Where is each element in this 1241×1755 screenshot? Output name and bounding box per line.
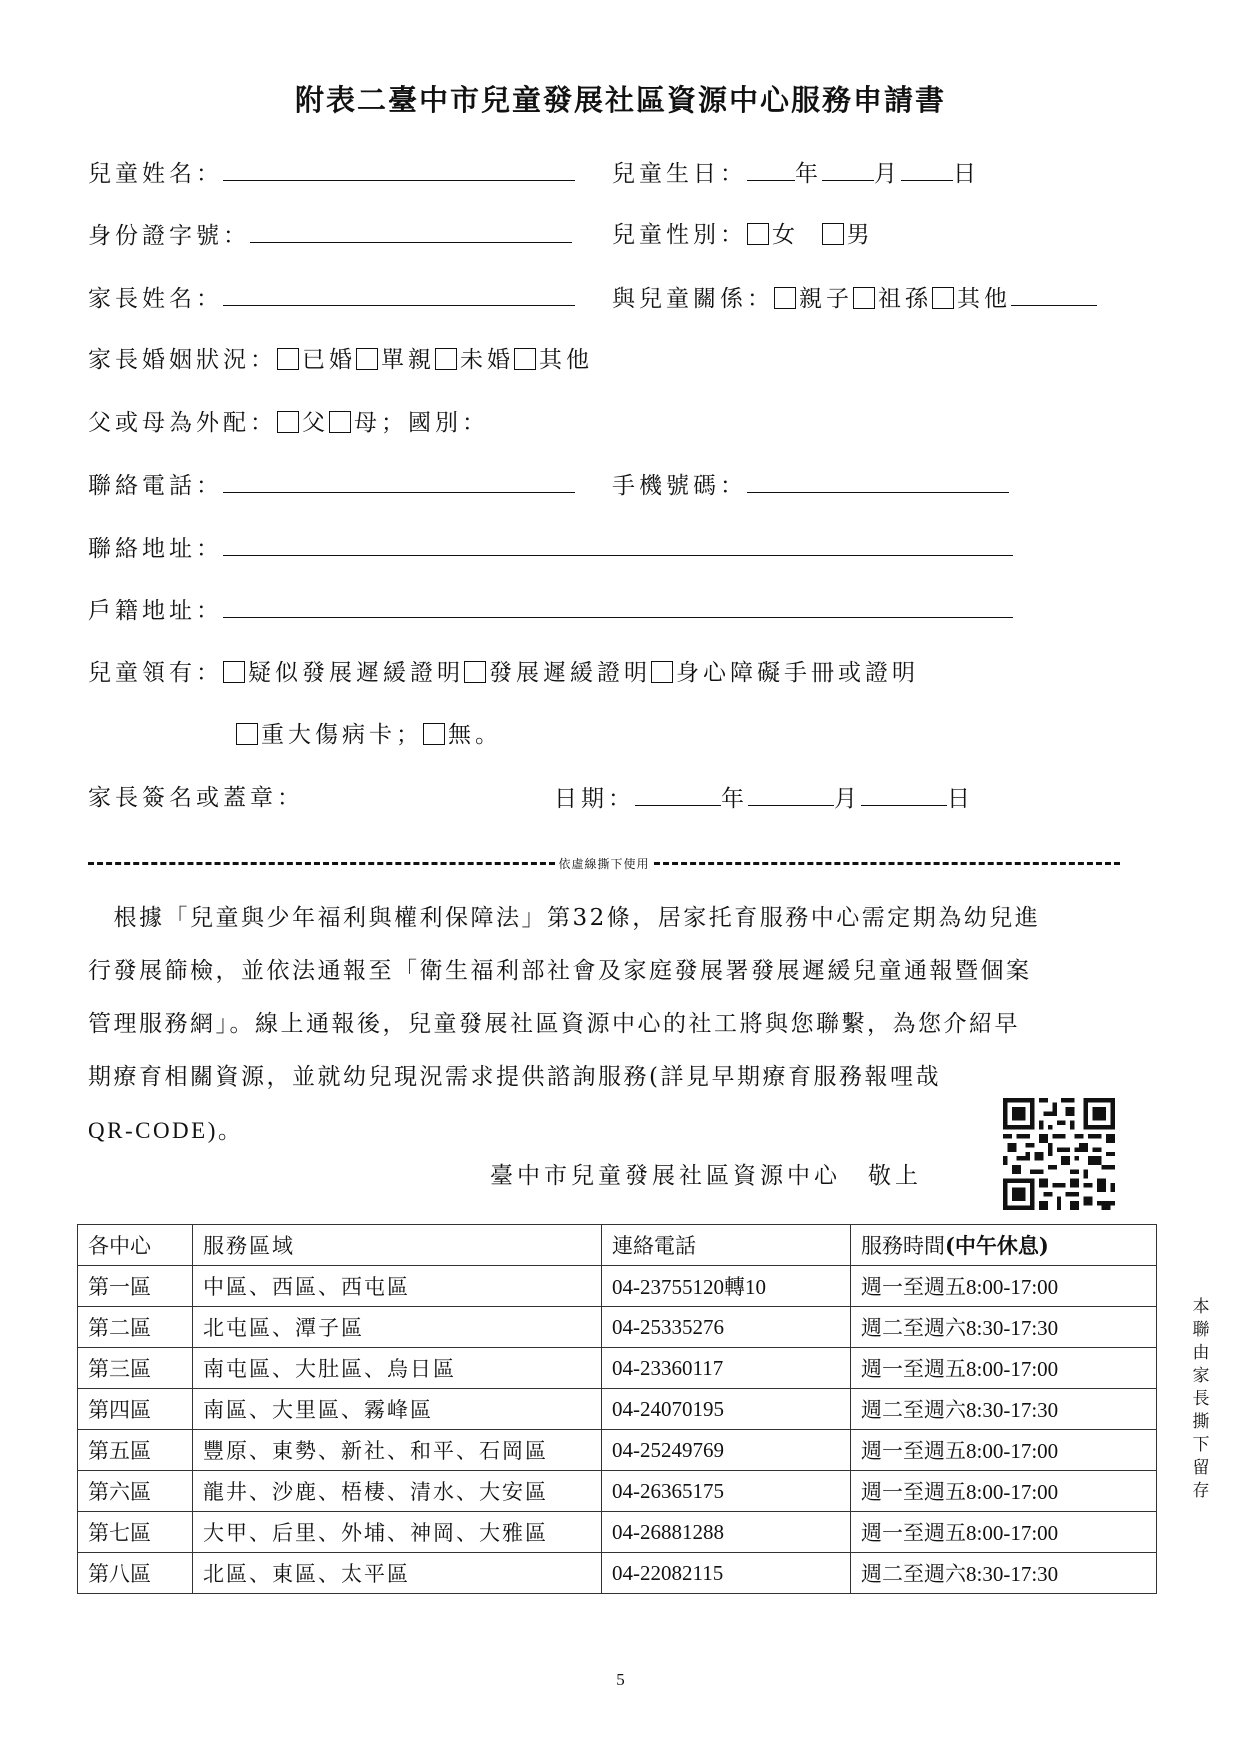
id-number-row — [88, 220, 572, 251]
date-label: 日期： — [554, 786, 635, 812]
unmarried-label: 未婚 — [460, 347, 514, 373]
hours-cell: 週一至週五8:00-17:00 — [851, 1471, 1157, 1512]
page-title: 附表二臺中市兒童發展社區資源中心服務申請書 — [294, 83, 946, 117]
birth-year-field[interactable] — [747, 158, 795, 181]
date-year-field[interactable] — [635, 783, 721, 806]
hours-cell: 週一至週五8:00-17:00 — [851, 1266, 1157, 1307]
address-field[interactable] — [223, 533, 1013, 556]
year-label: 年 — [795, 161, 822, 187]
female-label: 女 — [772, 222, 799, 248]
phone-cell: 04-23360117 — [602, 1348, 851, 1389]
male-checkbox[interactable] — [822, 223, 844, 245]
hours-cell: 週一至週五8:00-17:00 — [851, 1430, 1157, 1471]
unmarried-checkbox[interactable] — [435, 348, 457, 370]
disability-checkbox[interactable] — [651, 661, 673, 683]
child-name-row — [88, 158, 575, 189]
date-day-label: 日 — [947, 786, 974, 812]
relation-other-field[interactable] — [1011, 283, 1097, 306]
child-name-label: 兒童姓名： — [88, 161, 223, 187]
tear-dash-right — [654, 862, 1121, 865]
id-number-field[interactable] — [250, 220, 572, 243]
registered-address-label: 戶籍地址： — [88, 598, 223, 624]
parent-name-label: 家長姓名： — [88, 286, 223, 312]
tear-label: 依虛線撕下使用 — [558, 856, 650, 871]
header-hours-label: 服務時間 — [861, 1234, 945, 1258]
area-cell: 北區、東區、太平區 — [193, 1553, 602, 1594]
area-cell: 龍井、沙鹿、梧棲、清水、大安區 — [193, 1471, 602, 1512]
header-lunch-note: (中午休息) — [945, 1233, 1049, 1258]
day-label: 日 — [953, 161, 980, 187]
address-label: 聯絡地址： — [88, 536, 223, 562]
phone-field[interactable] — [223, 470, 575, 493]
paragraph-line: 管理服務網」。線上通報後，兒童發展社區資源中心的社工將與您聯繫，為您介紹早 — [88, 1011, 1020, 1037]
center-cell: 第一區 — [78, 1266, 193, 1307]
tear-line — [88, 853, 1120, 873]
area-cell: 大甲、后里、外埔、神岡、大雅區 — [193, 1512, 602, 1553]
father-checkbox[interactable] — [277, 411, 299, 433]
none-checkbox[interactable] — [423, 723, 445, 745]
signature-row — [88, 783, 304, 813]
qr-code-icon[interactable] — [1003, 1098, 1115, 1210]
address-row — [88, 533, 1013, 564]
marital-status-label: 家長婚姻狀況： — [88, 347, 277, 373]
child-gender-row — [612, 220, 874, 250]
header-center: 各中心 — [78, 1225, 193, 1266]
center-cell: 第三區 — [78, 1348, 193, 1389]
table-row — [78, 1430, 1157, 1471]
marital-other-label: 其他 — [539, 347, 593, 373]
table-row — [78, 1512, 1157, 1553]
relation-other-label: 其他 — [957, 286, 1011, 312]
page-number: 5 — [616, 1670, 625, 1689]
single-parent-checkbox[interactable] — [356, 348, 378, 370]
phone-label: 聯絡電話： — [88, 473, 223, 499]
major-illness-label: 重大傷病卡； — [261, 722, 423, 748]
signature-label: 家長簽名或蓋章： — [88, 785, 304, 811]
suspected-delay-checkbox[interactable] — [223, 661, 245, 683]
birth-day-field[interactable] — [901, 158, 953, 181]
marital-other-checkbox[interactable] — [514, 348, 536, 370]
phone-cell: 04-26881288 — [602, 1512, 851, 1553]
mobile-row — [612, 470, 1009, 501]
table-row — [78, 1553, 1157, 1594]
paragraph-line: QR-CODE)。 — [88, 1118, 244, 1143]
area-cell: 中區、西區、西屯區 — [193, 1266, 602, 1307]
tear-dash-left — [88, 862, 555, 865]
birth-month-field[interactable] — [822, 158, 874, 181]
married-checkbox[interactable] — [277, 348, 299, 370]
header-hours — [851, 1225, 1157, 1266]
phone-cell: 04-25249769 — [602, 1430, 851, 1471]
foreign-spouse-row — [88, 408, 489, 438]
parent-name-field[interactable] — [223, 283, 575, 306]
hours-cell: 週一至週五8:00-17:00 — [851, 1348, 1157, 1389]
mother-checkbox[interactable] — [329, 411, 351, 433]
parent-name-row — [88, 283, 575, 314]
relation-row — [612, 283, 1097, 314]
mobile-label: 手機號碼： — [612, 473, 747, 499]
paragraph-line: 根據「兒童與少年福利與權利保障法」第32條，居家托育服務中心需定期為幼兒進 — [88, 905, 1041, 931]
relation-label: 與兒童關係： — [612, 286, 774, 312]
table-row — [78, 1266, 1157, 1307]
father-label: 父 — [302, 410, 329, 436]
table-row — [78, 1471, 1157, 1512]
date-month-label: 月 — [834, 786, 861, 812]
side-note — [1188, 1296, 1214, 1503]
holding-label: 兒童領有： — [88, 660, 223, 686]
hours-cell: 週一至週五8:00-17:00 — [851, 1512, 1157, 1553]
relation-other-checkbox[interactable] — [932, 287, 954, 309]
hours-cell: 週二至週六8:30-17:30 — [851, 1553, 1157, 1594]
date-day-field[interactable] — [861, 783, 947, 806]
mobile-field[interactable] — [747, 470, 1009, 493]
date-month-field[interactable] — [748, 783, 834, 806]
registered-address-row — [88, 595, 1013, 626]
center-cell: 第六區 — [78, 1471, 193, 1512]
table-header-row — [78, 1225, 1157, 1266]
phone-cell: 04-25335276 — [602, 1307, 851, 1348]
child-gender-label: 兒童性別： — [612, 222, 747, 248]
month-label: 月 — [874, 161, 901, 187]
phone-cell: 04-26365175 — [602, 1471, 851, 1512]
phone-cell: 04-22082115 — [602, 1553, 851, 1594]
child-birthday-label: 兒童生日： — [612, 161, 747, 187]
none-label: 無。 — [448, 722, 502, 748]
center-cell: 第七區 — [78, 1512, 193, 1553]
grandparent-label: 祖孫 — [878, 286, 932, 312]
disability-label: 身心障礙手冊或證明 — [676, 660, 919, 686]
female-checkbox[interactable] — [747, 223, 769, 245]
male-label: 男 — [846, 222, 874, 248]
holding-row — [88, 658, 919, 688]
nationality-label: ；國別： — [381, 410, 489, 436]
parent-child-label: 親子 — [799, 286, 853, 312]
date-row — [554, 783, 974, 814]
phone-cell: 04-24070195 — [602, 1389, 851, 1430]
table-row — [78, 1348, 1157, 1389]
parent-child-checkbox[interactable] — [774, 287, 796, 309]
header-area: 服務區域 — [193, 1225, 602, 1266]
hours-cell: 週二至週六8:30-17:30 — [851, 1389, 1157, 1430]
single-parent-label: 單親 — [381, 347, 435, 373]
center-cell: 第五區 — [78, 1430, 193, 1471]
child-birthday-row — [612, 158, 980, 189]
grandparent-checkbox[interactable] — [853, 287, 875, 309]
married-label: 已婚 — [302, 347, 356, 373]
area-cell: 南區、大里區、霧峰區 — [193, 1389, 602, 1430]
mother-label: 母 — [354, 410, 381, 436]
registered-address-field[interactable] — [223, 595, 1013, 618]
paragraph-line: 行發展篩檢，並依法通報至「衛生福利部社會及家庭發展署發展遲緩兒童通報暨個案 — [88, 958, 1032, 984]
delay-cert-checkbox[interactable] — [464, 661, 486, 683]
side-note-text: 本聯由家長撕下留存 — [1192, 1297, 1210, 1501]
phone-cell: 04-23755120轉10 — [602, 1266, 851, 1307]
area-cell: 南屯區、大肚區、烏日區 — [193, 1348, 602, 1389]
major-illness-checkbox[interactable] — [236, 723, 258, 745]
area-cell: 北屯區、潭子區 — [193, 1307, 602, 1348]
header-phone: 連絡電話 — [602, 1225, 851, 1266]
id-number-label: 身份證字號： — [88, 223, 250, 249]
center-cell: 第二區 — [78, 1307, 193, 1348]
sign-off: 臺中市兒童發展社區資源中心 敬上 — [490, 1163, 922, 1189]
foreign-spouse-label: 父或母為外配： — [88, 410, 277, 436]
center-cell: 第八區 — [78, 1553, 193, 1594]
date-year-label: 年 — [721, 786, 748, 812]
center-table — [77, 1224, 1157, 1594]
hours-cell: 週二至週六8:30-17:30 — [851, 1307, 1157, 1348]
phone-row — [88, 470, 575, 501]
area-cell: 豐原、東勢、新社、和平、石岡區 — [193, 1430, 602, 1471]
suspected-delay-label: 疑似發展遲緩證明 — [248, 660, 464, 686]
child-name-field[interactable] — [223, 158, 575, 181]
marital-status-row — [88, 345, 593, 375]
paragraph-line: 期療育相關資源，並就幼兒現況需求提供諮詢服務(詳見早期療育服務報哩哉 — [88, 1064, 941, 1090]
center-cell: 第四區 — [78, 1389, 193, 1430]
delay-cert-label: 發展遲緩證明 — [489, 660, 651, 686]
table-row — [78, 1389, 1157, 1430]
table-row — [78, 1307, 1157, 1348]
holding-row-2 — [236, 720, 502, 750]
